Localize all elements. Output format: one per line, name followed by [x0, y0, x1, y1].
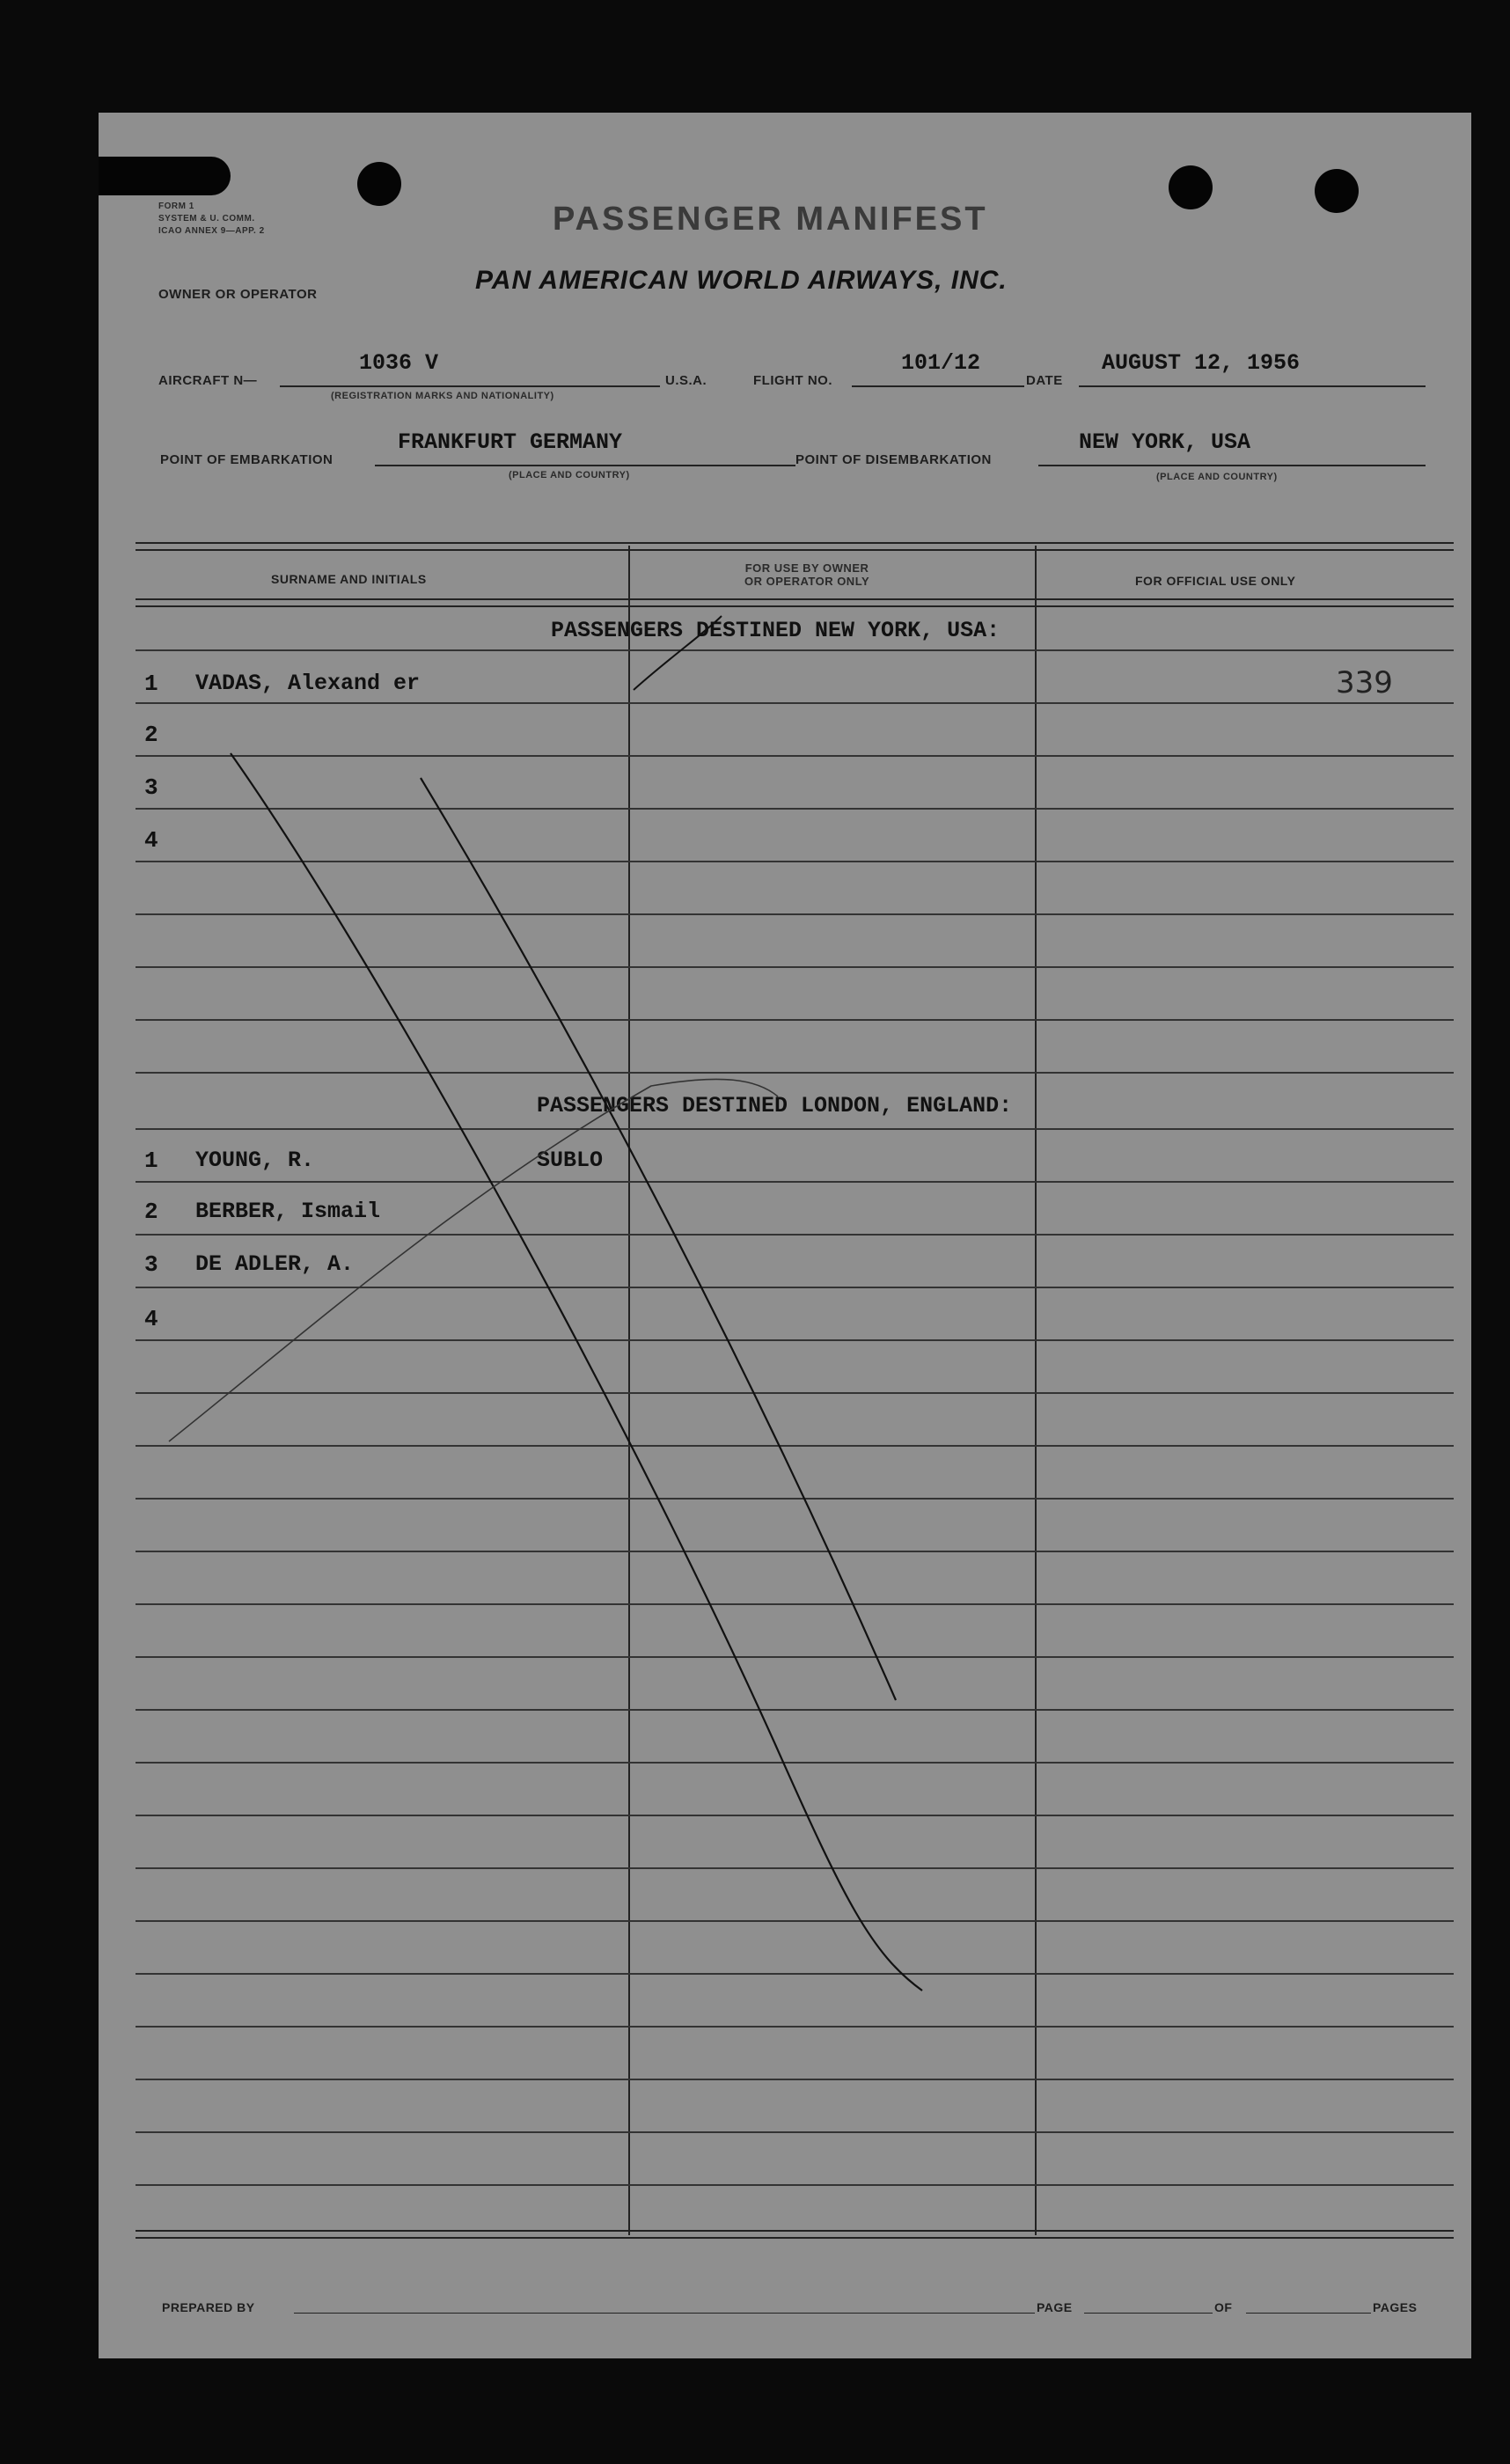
- column-header-surname: SURNAME AND INITIALS: [271, 572, 427, 586]
- disembarkation-caption: (PLACE AND COUNTRY): [1156, 472, 1278, 482]
- form-code-line: ICAO ANNEX 9—APP. 2: [158, 226, 265, 236]
- aircraft-value: 1036 V: [359, 350, 439, 376]
- owner-use-value: SUBLO: [537, 1148, 604, 1173]
- pages-label: PAGES: [1373, 2300, 1418, 2314]
- passenger-name: YOUNG, R.: [195, 1148, 315, 1173]
- row-number: 2: [144, 722, 158, 748]
- date-label: DATE: [1026, 373, 1063, 388]
- disembarkation-value: NEW YORK, USA: [1079, 429, 1251, 455]
- section-heading: PASSENGERS DESTINED NEW YORK, USA:: [551, 618, 1001, 643]
- pen-check-mark: [634, 616, 722, 690]
- row-number: 3: [144, 1251, 158, 1278]
- passenger-name: BERBER, Ismail: [195, 1199, 381, 1224]
- date-value: AUGUST 12, 1956: [1102, 350, 1301, 376]
- passenger-name: VADAS, Alexand er: [195, 671, 421, 696]
- column-header-official: FOR OFFICIAL USE ONLY: [1135, 574, 1296, 588]
- owner-name: PAN AMERICAN WORLD AIRWAYS, INC.: [475, 266, 1008, 295]
- page-title: PASSENGER MANIFEST: [553, 201, 988, 238]
- row-number: 1: [144, 671, 158, 697]
- flight-no-label: FLIGHT NO.: [753, 373, 832, 388]
- prepared-by-label: PREPARED BY: [162, 2300, 255, 2314]
- aircraft-caption: (REGISTRATION MARKS AND NATIONALITY): [331, 391, 554, 401]
- row-number: 2: [144, 1199, 158, 1225]
- row-number: 4: [144, 1306, 158, 1332]
- page-label: PAGE: [1037, 2300, 1073, 2314]
- flight-no-value: 101/12: [901, 350, 981, 376]
- pen-strike-line: [169, 1079, 778, 1441]
- form-code-line: SYSTEM & U. COMM.: [158, 214, 255, 224]
- pen-strike-line: [421, 778, 896, 1700]
- official-use-value: 339: [1336, 665, 1393, 700]
- owner-label: OWNER OR OPERATOR: [158, 287, 318, 302]
- column-header-owner-use-line: OR OPERATOR ONLY: [744, 575, 870, 588]
- pen-strike-line: [231, 753, 922, 1991]
- embarkation-value: FRANKFURT GERMANY: [398, 429, 623, 455]
- disembarkation-label: POINT OF DISEMBARKATION: [795, 452, 992, 467]
- embarkation-caption: (PLACE AND COUNTRY): [509, 470, 630, 480]
- of-label: OF: [1214, 2300, 1233, 2314]
- row-number: 1: [144, 1148, 158, 1174]
- form-code-line: FORM 1: [158, 202, 194, 211]
- row-number: 3: [144, 774, 158, 801]
- embarkation-label: POINT OF EMBARKATION: [160, 452, 334, 467]
- aircraft-label: AIRCRAFT N—: [158, 373, 258, 388]
- row-number: 4: [144, 827, 158, 854]
- usa-label: U.S.A.: [665, 373, 707, 388]
- passenger-name: DE ADLER, A.: [195, 1251, 355, 1277]
- column-header-owner-use-line: FOR USE BY OWNER: [744, 561, 869, 575]
- section-heading: PASSENGERS DESTINED LONDON, ENGLAND:: [537, 1093, 1013, 1118]
